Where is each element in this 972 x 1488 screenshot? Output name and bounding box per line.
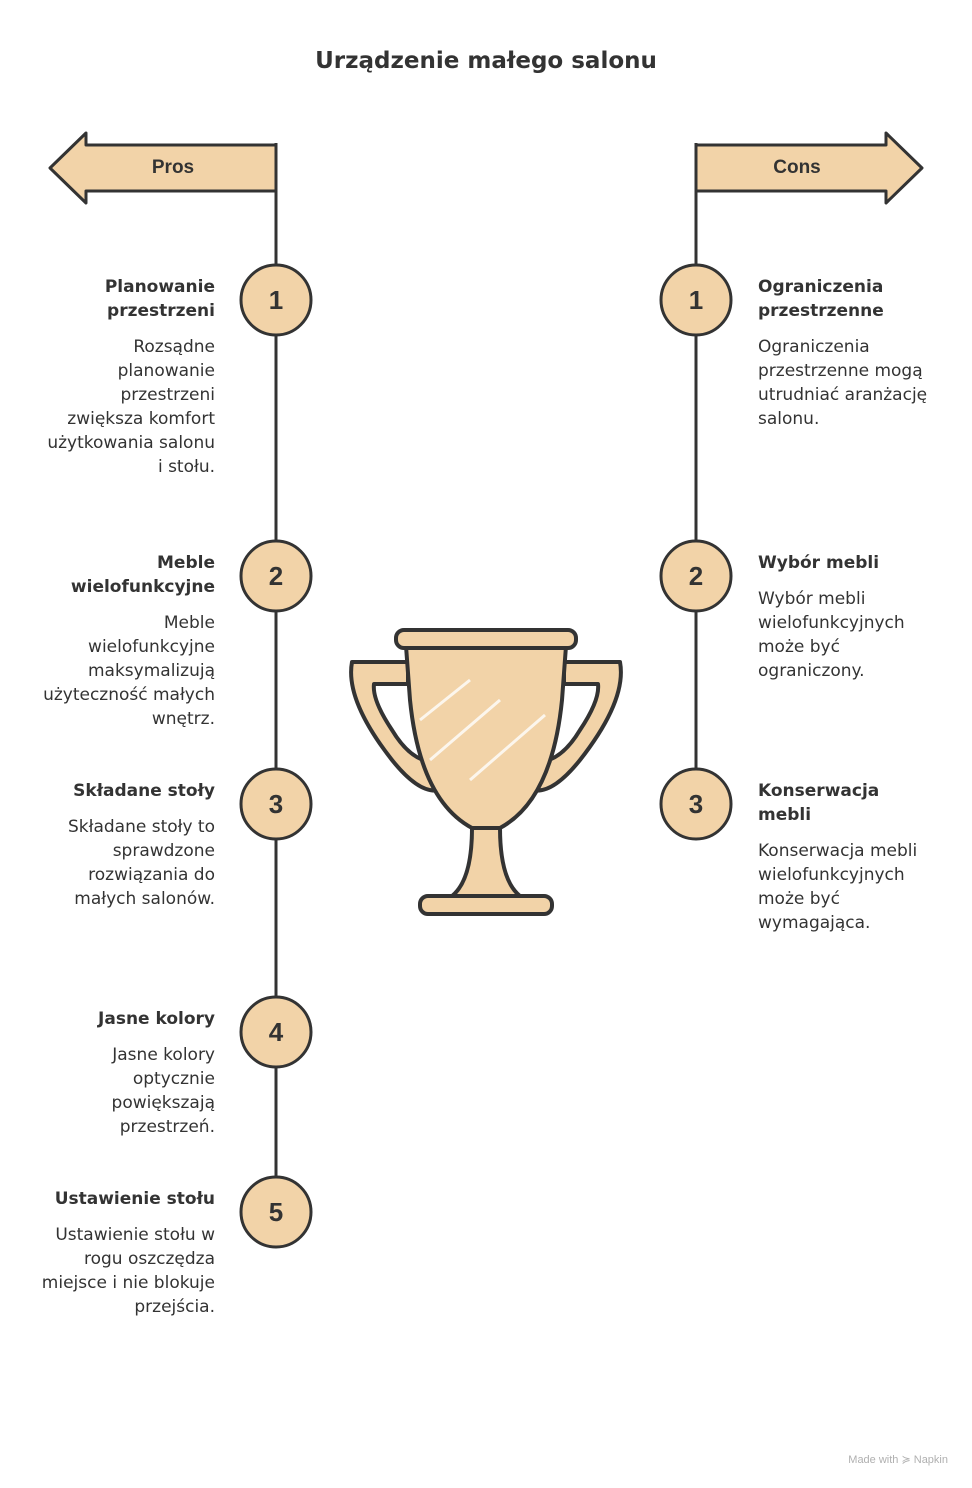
cons-label: Cons — [773, 157, 821, 178]
pros-number-4: 4 — [268, 1017, 284, 1047]
cons-item-1 — [758, 275, 933, 431]
made-with-napkin-footer: Made with ≽ Napkin — [848, 1454, 948, 1466]
pros-item-3 — [40, 779, 215, 911]
pros-item-1 — [40, 275, 215, 479]
pros-item-desc: Jasne kolory optycznie powiększają przestrzeń. — [111, 1045, 215, 1137]
pros-number-1: 1 — [268, 285, 284, 315]
cons-item-desc: Wybór mebli wielofunkcyjnych może być ograniczony. — [758, 589, 905, 681]
cons-item-title: Konserwacja mebli — [758, 781, 880, 825]
page-title: Urządzenie małego salonu — [315, 48, 657, 74]
cons-item-title: Ograniczenia przestrzenne — [758, 277, 884, 321]
cons-item-desc: Ograniczenia przestrzenne mogą utrudniać aranżację salonu. — [758, 337, 928, 429]
cons-number-1: 1 — [688, 285, 704, 315]
pros-item-title: Ustawienie stołu — [54, 1189, 215, 1209]
pros-label: Pros — [151, 157, 195, 178]
pros-item-desc: Ustawienie stołu w rogu oszczędza miejsce i nie blokuje przejścia. — [41, 1225, 215, 1317]
pros-item-title: Jasne kolory — [98, 1009, 215, 1029]
pros-number-5: 5 — [268, 1197, 284, 1227]
cons-item-3 — [758, 779, 933, 935]
pros-item-desc: Meble wielofunkcyjne maksymalizują użyteczność małych wnętrz. — [43, 613, 215, 729]
cons-number-2: 2 — [688, 561, 704, 591]
pros-item-title: Meble wielofunkcyjne — [70, 553, 215, 597]
pros-number-2: 2 — [268, 561, 284, 591]
pros-item-2 — [40, 551, 215, 731]
pros-item-title: Planowanie przestrzeni — [104, 277, 215, 321]
pros-item-4 — [40, 1007, 215, 1139]
cons-item-title: Wybór mebli — [758, 553, 880, 573]
cons-number-3: 3 — [688, 789, 704, 819]
cons-item-desc: Konserwacja mebli wielofunkcyjnych może być wymagająca. — [758, 841, 918, 933]
trophy-icon — [351, 630, 621, 914]
pros-item-title: Składane stoły — [73, 781, 215, 801]
pros-item-desc: Składane stoły to sprawdzone rozwiązania do małych salonów. — [67, 817, 215, 909]
pros-item-desc: Rozsądne planowanie przestrzeni zwiększa komfort użytkowania salonu i stołu. — [47, 337, 215, 477]
cons-item-2 — [758, 551, 933, 683]
pros-number-3: 3 — [268, 789, 284, 819]
pros-item-5 — [40, 1187, 215, 1319]
